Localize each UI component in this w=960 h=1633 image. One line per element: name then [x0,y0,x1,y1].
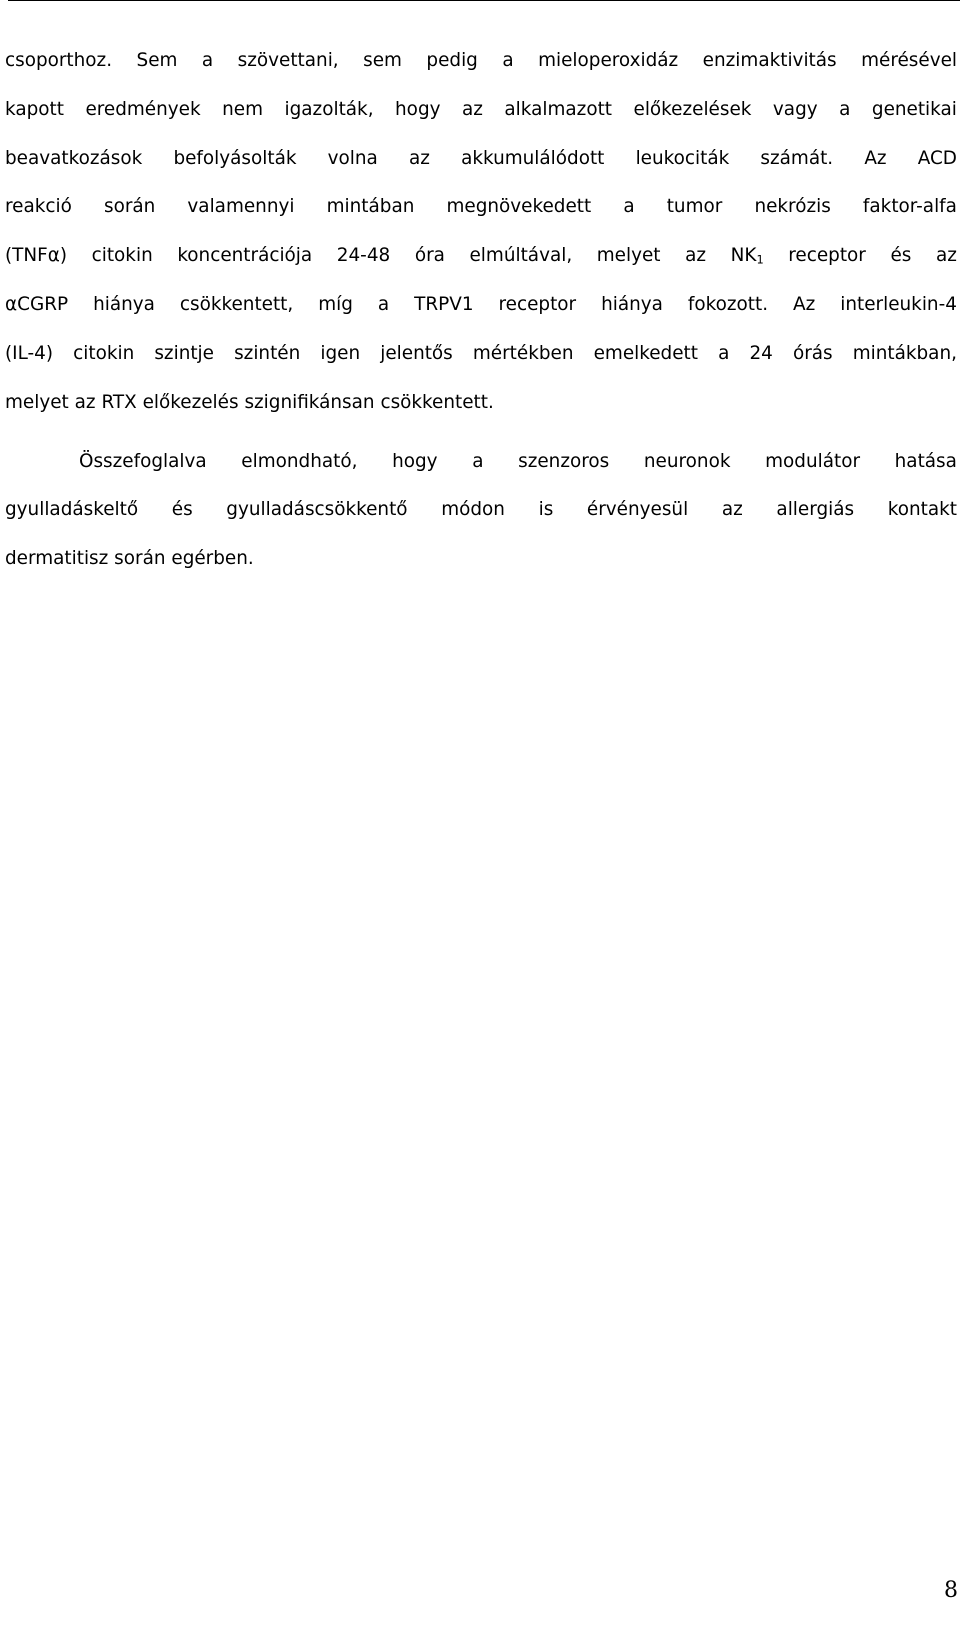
word: neuronok [643,450,731,472]
word: az [685,245,707,267]
text-line [5,321,957,370]
word: nekrózis [754,196,831,218]
word: alkalmazott [504,98,613,120]
word: elmondható, [241,450,358,472]
word: allergiás [776,499,855,521]
word: elmúltával, [469,245,573,267]
word: melyet [596,245,661,267]
word: hogy [395,98,441,120]
page-number: 8 [944,1578,958,1603]
word: tumor [666,196,723,218]
word: óra [414,245,445,267]
word: mieloperoxidáz [538,50,679,71]
word: akkumulálódott [461,147,605,169]
word: a [839,98,851,120]
word: számát. [760,147,834,169]
word: a [201,50,214,71]
body-text [5,28,957,575]
word: előkezelések [633,98,752,120]
word: ACD [917,147,957,169]
word: interleukin-4 [840,293,957,315]
word: jelentős [380,342,453,364]
word: igazolták, [284,98,374,120]
word: szenzoros [518,450,610,472]
word: kontakt [887,499,957,521]
word: a [623,196,635,218]
word: melyet [5,391,69,413]
text-line [5,126,957,175]
subscript: 1 [756,252,764,267]
word: dermatitisz [5,548,109,570]
word: is [538,499,554,521]
word: gyulladáskeltő [5,499,139,521]
word: vagy [772,98,818,120]
word: a [472,450,484,472]
word: órás [792,342,833,364]
word: az [721,499,743,521]
word: $NK_1$ [730,245,764,267]
text-line [5,272,957,321]
word: mintában [326,196,415,218]
word: szintén [234,342,301,364]
text-line [5,77,957,126]
word: RTX [101,391,137,413]
word: reakció [5,196,72,218]
word: érvényesül [586,499,689,521]
word: mérésével [861,50,957,71]
word: gyulladáscsökkentő [226,499,408,521]
word: 24-48 [336,245,391,267]
paragraph-summary [5,429,957,575]
word: faktor-alfa [862,196,957,218]
word: megnövekedett [446,196,592,218]
word: módon [441,499,505,521]
word: a [502,50,514,71]
word: 24 [749,342,773,364]
word: szignifikánsan [244,391,375,413]
word: és [171,499,193,521]
word: receptor [788,245,866,267]
word: receptor [498,293,577,315]
word: míg [318,293,353,315]
word: szövettani, [237,50,339,71]
word: fokozott. [687,293,769,315]
word: hiánya [93,293,155,315]
word: szintje [154,342,214,364]
text-line [5,28,957,77]
word: Összefoglalva [79,450,207,472]
word: Az [864,147,887,169]
word: enzimaktivitás [702,50,837,71]
word: αCGRP [5,293,69,315]
word: egérben. [171,548,254,570]
word: volna [327,147,378,169]
word: hiánya [601,293,663,315]
word: az [935,245,957,267]
word: igen [320,342,361,364]
word: és [890,245,912,267]
word: emelkedett [593,342,698,364]
word: során [114,548,166,570]
text-line [5,174,957,223]
word: Sem [136,50,178,71]
word: beavatkozások [5,147,143,169]
text-line [5,526,957,575]
word: hatása [894,450,957,472]
word: koncentrációja [177,245,313,267]
word: az [74,391,96,413]
word: mintákban, [852,342,957,364]
word: genetikai [871,98,957,120]
word: az [461,98,483,120]
word: hogy [392,450,438,472]
word: kapott [5,98,64,120]
text-line [5,429,957,478]
word: csökkentett. [380,391,494,413]
word: mértékben [472,342,574,364]
word: az [408,147,430,169]
word: során [103,196,156,218]
text-line [5,223,957,272]
word: (IL-4) [5,342,54,364]
word: Az [793,293,816,315]
word: a [718,342,730,364]
word: csökkentett, [179,293,294,315]
header-rule [8,0,960,1]
word: sem [363,50,402,71]
word: pedig [426,50,478,71]
word: befolyásolták [173,147,297,169]
word: valamennyi [187,196,295,218]
text-line [5,370,957,429]
word: (TNFα) [5,245,68,267]
word: TRPV1 [414,293,474,315]
word: leukociták [635,147,730,169]
word: a [377,293,390,315]
word: előkezelés [142,391,239,413]
word: citokin [73,342,135,364]
paragraph-results [5,28,957,429]
text-line [5,477,957,526]
word: citokin [91,245,153,267]
word: nem [222,98,264,120]
word: eredmények [85,98,201,120]
word: modulátor [765,450,861,472]
word: csoporthoz. [5,50,113,71]
